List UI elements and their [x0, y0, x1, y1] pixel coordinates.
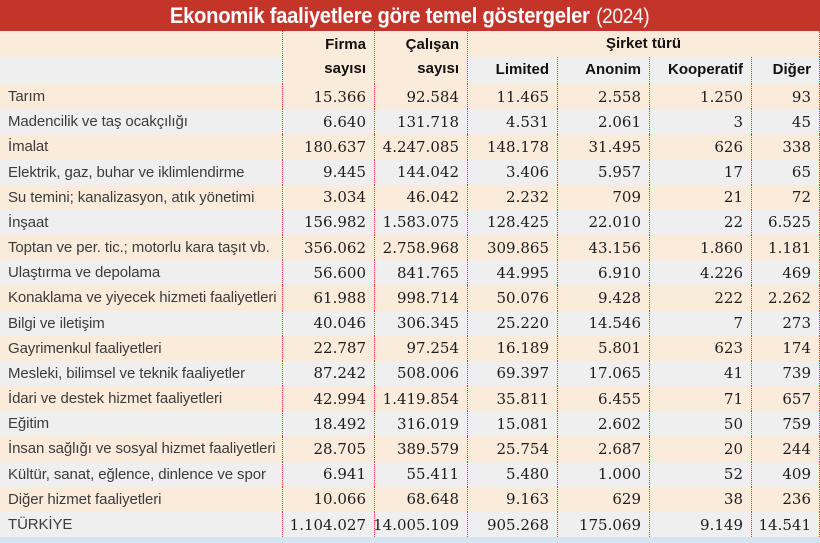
cell-anonim: 2.687: [558, 436, 650, 461]
row-label: Kültür, sanat, eğlence, dinlence ve spor: [0, 462, 283, 487]
row-label: Eğitim: [0, 411, 283, 436]
cell-anonim: 6.455: [558, 386, 650, 411]
row-label: Madencilik ve taş ocakçılığı: [0, 109, 283, 134]
cell-anonim: 629: [558, 487, 650, 512]
cell-firma-sayisi: 22.787: [283, 336, 375, 361]
header-label-column: [0, 31, 283, 84]
cell-firma-sayisi: 3.034: [283, 185, 375, 210]
cell-calisan-sayisi: 97.254: [375, 336, 468, 361]
cell-kooperatif: 52: [650, 462, 752, 487]
row-label: İnsan sağlığı ve sosyal hizmet faaliyetleri: [0, 436, 283, 461]
col-header-calisan-sayisi: Çalışan sayısı: [375, 31, 468, 84]
cell-kooperatif: 1.250: [650, 84, 752, 109]
cell-firma-sayisi: 18.492: [283, 411, 375, 436]
cell-diger: 657: [752, 386, 820, 411]
cell-diger: 739: [752, 361, 820, 386]
table-row: [0, 260, 820, 285]
cell-calisan-sayisi: 508.006: [375, 361, 468, 386]
cell-limited: 3.406: [468, 160, 558, 185]
table-row: [0, 285, 820, 310]
cell-kooperatif: 38: [650, 487, 752, 512]
row-label: Bilgi ve iletişim: [0, 311, 283, 336]
cell-diger: 469: [752, 260, 820, 285]
cell-kooperatif: 41: [650, 361, 752, 386]
cell-anonim: 2.061: [558, 109, 650, 134]
cell-limited: 4.531: [468, 109, 558, 134]
cell-diger: 759: [752, 411, 820, 436]
table-row: [0, 436, 820, 461]
row-label: Gayrimenkul faaliyetleri: [0, 336, 283, 361]
cell-limited: 16.189: [468, 336, 558, 361]
cell-kooperatif: 626: [650, 134, 752, 159]
cell-limited: 69.397: [468, 361, 558, 386]
cell-anonim: 6.910: [558, 260, 650, 285]
table-row: [0, 235, 820, 260]
table-row: [0, 512, 820, 537]
cell-limited: 44.995: [468, 260, 558, 285]
row-label: Mesleki, bilimsel ve teknik faaliyetler: [0, 361, 283, 386]
cell-calisan-sayisi: 316.019: [375, 411, 468, 436]
col-subheaders: [468, 57, 820, 84]
cell-calisan-sayisi: 55.411: [375, 462, 468, 487]
table-row: [0, 210, 820, 235]
cell-anonim: 17.065: [558, 361, 650, 386]
cell-limited: 35.811: [468, 386, 558, 411]
row-label: Tarım: [0, 84, 283, 109]
cell-limited: 309.865: [468, 235, 558, 260]
cell-limited: 15.081: [468, 411, 558, 436]
table-row: [0, 185, 820, 210]
cell-limited: 905.268: [468, 512, 558, 537]
cell-limited: 9.163: [468, 487, 558, 512]
cell-calisan-sayisi: 144.042: [375, 160, 468, 185]
col-header-firma-sayisi: Firma sayısı: [283, 31, 375, 84]
cell-anonim: 31.495: [558, 134, 650, 159]
cell-limited: 25.220: [468, 311, 558, 336]
cell-calisan-sayisi: 306.345: [375, 311, 468, 336]
cell-calisan-sayisi: 1.419.854: [375, 386, 468, 411]
col-header-limited: Limited: [468, 57, 558, 84]
header-label-stripe-cream: [0, 31, 282, 57]
title-year: (2024): [596, 4, 650, 28]
table-row: [0, 336, 820, 361]
col-header-diger: Diğer: [752, 57, 820, 84]
cell-calisan-sayisi: 841.765: [375, 260, 468, 285]
cell-calisan-sayisi: 14.005.109: [375, 512, 468, 537]
cell-firma-sayisi: 1.104.027: [283, 512, 375, 537]
cell-kooperatif: 22: [650, 210, 752, 235]
cell-firma-sayisi: 356.062: [283, 235, 375, 260]
cell-limited: 128.425: [468, 210, 558, 235]
cell-anonim: 709: [558, 185, 650, 210]
cell-diger: 244: [752, 436, 820, 461]
cell-firma-sayisi: 6.640: [283, 109, 375, 134]
cell-kooperatif: 20: [650, 436, 752, 461]
cell-anonim: 9.428: [558, 285, 650, 310]
row-label: Elektrik, gaz, buhar ve iklimlendirme: [0, 160, 283, 185]
cell-calisan-sayisi: 46.042: [375, 185, 468, 210]
cell-firma-sayisi: 87.242: [283, 361, 375, 386]
bottom-strip: [0, 537, 820, 543]
cell-anonim: 1.000: [558, 462, 650, 487]
cell-calisan-sayisi: 131.718: [375, 109, 468, 134]
cell-firma-sayisi: 61.988: [283, 285, 375, 310]
col-header-kooperatif: Kooperatif: [650, 57, 752, 84]
cell-diger: 93: [752, 84, 820, 109]
cell-limited: 50.076: [468, 285, 558, 310]
cell-anonim: 5.957: [558, 160, 650, 185]
col-header-anonim: Anonim: [558, 57, 650, 84]
row-label: İmalat: [0, 134, 283, 159]
cell-kooperatif: 50: [650, 411, 752, 436]
cell-kooperatif: 1.860: [650, 235, 752, 260]
table-row: [0, 109, 820, 134]
cell-diger: 2.262: [752, 285, 820, 310]
cell-diger: 65: [752, 160, 820, 185]
row-label: TÜRKİYE: [0, 512, 283, 537]
cell-limited: 148.178: [468, 134, 558, 159]
col-group-title: Şirket türü: [468, 31, 820, 57]
cell-calisan-sayisi: 389.579: [375, 436, 468, 461]
table-row: [0, 311, 820, 336]
cell-anonim: 22.010: [558, 210, 650, 235]
cell-calisan-sayisi: 68.648: [375, 487, 468, 512]
cell-calisan-sayisi: 92.584: [375, 84, 468, 109]
cell-anonim: 2.558: [558, 84, 650, 109]
table-row: [0, 84, 820, 109]
table-body: [0, 84, 820, 537]
cell-kooperatif: 71: [650, 386, 752, 411]
row-label: İnşaat: [0, 210, 283, 235]
cell-limited: 5.480: [468, 462, 558, 487]
cell-firma-sayisi: 156.982: [283, 210, 375, 235]
row-label: İdari ve destek hizmet faaliyetleri: [0, 386, 283, 411]
cell-kooperatif: 4.226: [650, 260, 752, 285]
table-row: [0, 462, 820, 487]
table-row: [0, 361, 820, 386]
cell-diger: 236: [752, 487, 820, 512]
table-row: [0, 487, 820, 512]
header-label-stripe-gray: [0, 57, 282, 84]
cell-kooperatif: 222: [650, 285, 752, 310]
cell-firma-sayisi: 42.994: [283, 386, 375, 411]
cell-diger: 1.181: [752, 235, 820, 260]
page-title: Ekonomik faaliyetlere göre temel göstergeler: [170, 2, 591, 28]
cell-kooperatif: 7: [650, 311, 752, 336]
cell-calisan-sayisi: 998.714: [375, 285, 468, 310]
cell-diger: 45: [752, 109, 820, 134]
row-label: Konaklama ve yiyecek hizmeti faaliyetleri: [0, 285, 283, 310]
cell-diger: 338: [752, 134, 820, 159]
cell-anonim: 2.602: [558, 411, 650, 436]
title-bar: [0, 0, 820, 31]
cell-firma-sayisi: 6.941: [283, 462, 375, 487]
cell-diger: 273: [752, 311, 820, 336]
col-group-sirket-turu: [468, 31, 820, 84]
table-row: [0, 134, 820, 159]
cell-diger: 174: [752, 336, 820, 361]
cell-limited: 2.232: [468, 185, 558, 210]
row-label: Ulaştırma ve depolama: [0, 260, 283, 285]
table-row: [0, 411, 820, 436]
cell-kooperatif: 3: [650, 109, 752, 134]
cell-firma-sayisi: 180.637: [283, 134, 375, 159]
table-row: [0, 160, 820, 185]
cell-anonim: 5.801: [558, 336, 650, 361]
cell-kooperatif: 9.149: [650, 512, 752, 537]
cell-firma-sayisi: 9.445: [283, 160, 375, 185]
cell-diger: 14.541: [752, 512, 820, 537]
row-label: Diğer hizmet faaliyetleri: [0, 487, 283, 512]
cell-firma-sayisi: 40.046: [283, 311, 375, 336]
cell-anonim: 43.156: [558, 235, 650, 260]
cell-limited: 11.465: [468, 84, 558, 109]
cell-kooperatif: 17: [650, 160, 752, 185]
cell-firma-sayisi: 56.600: [283, 260, 375, 285]
cell-anonim: 175.069: [558, 512, 650, 537]
cell-firma-sayisi: 15.366: [283, 84, 375, 109]
cell-calisan-sayisi: 2.758.968: [375, 235, 468, 260]
cell-diger: 409: [752, 462, 820, 487]
cell-diger: 6.525: [752, 210, 820, 235]
cell-firma-sayisi: 28.705: [283, 436, 375, 461]
cell-calisan-sayisi: 1.583.075: [375, 210, 468, 235]
cell-kooperatif: 623: [650, 336, 752, 361]
cell-diger: 72: [752, 185, 820, 210]
cell-anonim: 14.546: [558, 311, 650, 336]
title-line: [170, 3, 649, 29]
cell-limited: 25.754: [468, 436, 558, 461]
table-row: [0, 386, 820, 411]
row-label: Toptan ve per. tic.; motorlu kara taşıt vb.: [0, 235, 283, 260]
table-header: [0, 31, 820, 84]
cell-firma-sayisi: 10.066: [283, 487, 375, 512]
cell-calisan-sayisi: 4.247.085: [375, 134, 468, 159]
row-label: Su temini; kanalizasyon, atık yönetimi: [0, 185, 283, 210]
cell-kooperatif: 21: [650, 185, 752, 210]
